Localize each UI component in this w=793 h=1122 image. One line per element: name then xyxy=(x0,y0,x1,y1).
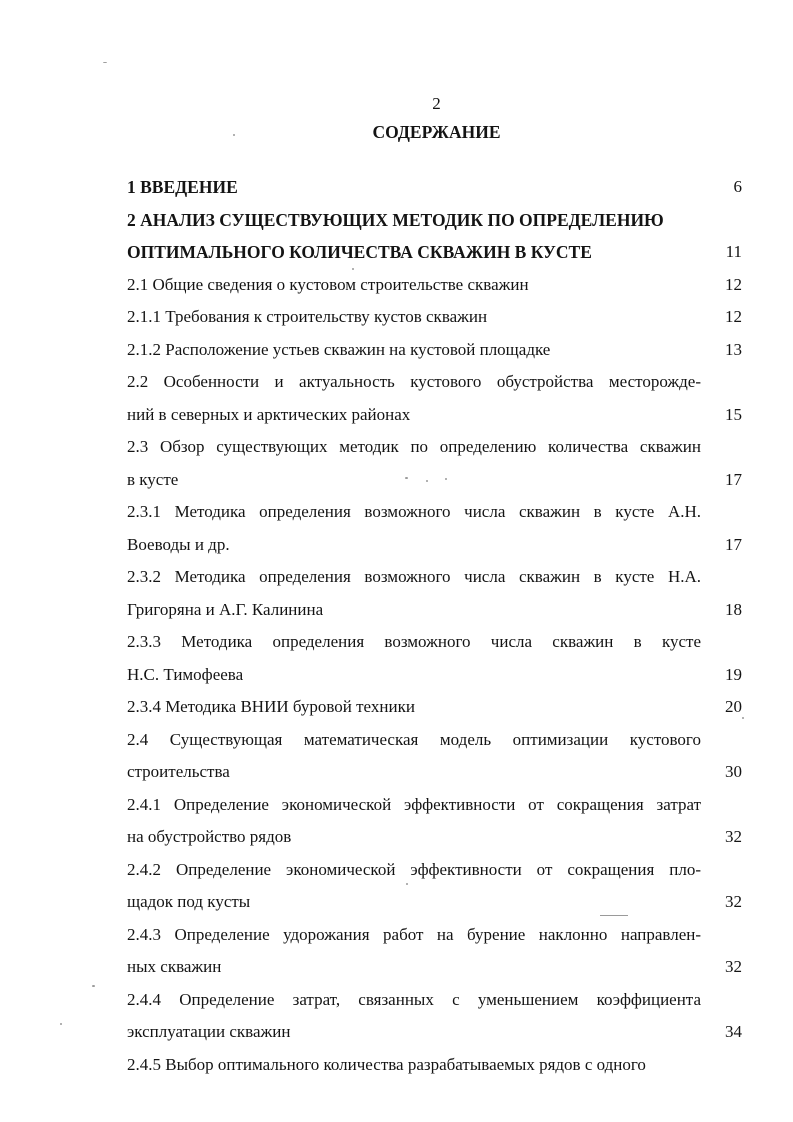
toc-entry-text xyxy=(127,561,701,626)
toc-entry-page: 17 xyxy=(725,469,742,489)
toc-entry-page: 19 xyxy=(725,664,742,684)
toc-entry-page: 18 xyxy=(725,599,742,619)
scan-speck xyxy=(233,134,235,136)
toc-entry xyxy=(127,334,742,367)
scan-speck xyxy=(352,268,354,270)
toc-entry-page: 11 xyxy=(725,242,742,261)
toc-entry-line: Григоряна и А.Г. Калинина xyxy=(127,599,324,619)
toc-entry-text xyxy=(127,984,701,1049)
toc-entry-page: 32 xyxy=(725,892,742,911)
toc-entry-line: 2.4.4 Определение затрат, связанных с уменьшением коэффициента xyxy=(127,989,701,1009)
scan-speck xyxy=(405,477,408,479)
toc-entry-text xyxy=(127,789,701,854)
toc-entry-line: 2.2 Особенности и актуальность кустового обустройства месторожде- xyxy=(127,372,701,391)
toc-entry xyxy=(127,301,742,334)
toc-entry xyxy=(127,366,742,431)
toc-entry-text xyxy=(127,366,701,431)
toc-entry-page xyxy=(702,1049,742,1082)
toc-entry xyxy=(127,269,742,302)
scan-speck xyxy=(742,717,744,719)
toc-entry-text xyxy=(127,171,701,204)
toc-entry-line: 2 АНАЛИЗ СУЩЕСТВУЮЩИХ МЕТОДИК ПО ОПРЕДЕЛЕНИЮ xyxy=(127,209,664,230)
toc-entry xyxy=(127,171,742,204)
toc-entry-line: ных скважин xyxy=(127,957,222,976)
toc-entry-text xyxy=(127,301,701,334)
scan-speck xyxy=(406,883,408,885)
toc-entry xyxy=(127,204,742,269)
toc-entry xyxy=(127,561,742,626)
scan-speck xyxy=(103,62,107,63)
toc-entry-line: 2.4.3 Определение удорожания работ на бурение наклонно направлен- xyxy=(127,924,701,944)
toc-entry xyxy=(127,626,742,691)
toc-entry-line: 1 ВВЕДЕНИЕ xyxy=(127,177,238,197)
toc-entry-line: эксплуатации скважин xyxy=(127,1022,291,1041)
toc-entry-line: 2.3.2 Методика определения возможного числа скважин в кусте Н.А. xyxy=(127,567,701,586)
scan-speck xyxy=(445,478,447,480)
toc-entry-page: 20 xyxy=(725,697,742,716)
toc-entry-line: в кусте xyxy=(127,469,179,489)
toc-entry-line: ОПТИМАЛЬНОГО КОЛИЧЕСТВА СКВАЖИН В КУСТЕ xyxy=(127,242,592,262)
scan-speck xyxy=(426,480,428,482)
page-number: 2 xyxy=(432,94,441,113)
toc-entry-line: на обустройство рядов xyxy=(127,827,292,846)
toc-entry-line: 2.3 Обзор существующих методик по определению количества скважин xyxy=(127,437,701,456)
toc-entry xyxy=(127,854,742,919)
toc-entry-line: 2.1.1 Требования к строительству кустов скважин xyxy=(127,307,488,326)
toc-entry-line: 2.3.4 Методика ВНИИ буровой техники xyxy=(127,697,415,716)
toc-entry-text xyxy=(127,269,701,302)
toc-entry xyxy=(127,1049,742,1082)
toc-entry-text xyxy=(127,919,701,984)
toc-entry-text xyxy=(127,724,701,789)
toc-entry-page: 13 xyxy=(725,339,742,359)
table-of-contents xyxy=(127,171,742,1081)
toc-entry-line: ний в северных и арктических районах xyxy=(127,404,411,424)
toc-entry-line: 2.1.2 Расположение устьев скважин на кустовой площадке xyxy=(127,339,551,359)
toc-entry-line: 2.3.1 Методика определения возможного числа скважин в кусте А.Н. xyxy=(127,502,701,521)
toc-entry xyxy=(127,496,742,561)
toc-entry-page: 30 xyxy=(725,762,742,781)
toc-entry-text xyxy=(127,691,701,724)
toc-entry-page: 34 xyxy=(725,1022,742,1041)
toc-entry-line: Н.С. Тимофеева xyxy=(127,664,244,684)
toc-entry-page: 32 xyxy=(725,957,742,976)
toc-entry-text xyxy=(127,334,701,367)
toc-entry-page: 6 xyxy=(733,177,742,196)
toc-entry-line: строительства xyxy=(127,762,230,781)
toc-entry-text xyxy=(127,626,701,691)
toc-entry-line: 2.4.2 Определение экономической эффективности от сокращения пло- xyxy=(127,859,701,879)
toc-entry xyxy=(127,691,742,724)
toc-entry-line: 2.4.1 Определение экономической эффективности от сокращения затрат xyxy=(127,794,701,814)
toc-entry-line: щадок под кусты xyxy=(127,892,251,911)
toc-entry-line: Воеводы и др. xyxy=(127,534,230,554)
toc-entry-text xyxy=(127,204,701,269)
toc-entry xyxy=(127,919,742,984)
toc-entry-text xyxy=(127,854,701,919)
scan-speck xyxy=(60,1023,62,1025)
toc-entry xyxy=(127,724,742,789)
toc-entry-page: 17 xyxy=(725,534,742,554)
toc-entry-text xyxy=(127,431,701,496)
toc-entry-line: 2.4 Существующая математическая модель оптимизации кустового xyxy=(127,729,701,749)
toc-entry-page: 12 xyxy=(725,307,742,326)
toc-entry-line: 2.1 Общие сведения о кустовом строительстве скважин xyxy=(127,274,529,294)
toc-entry-line: 2.3.3 Методика определения возможного числа скважин в кусте xyxy=(127,632,701,651)
scan-speck xyxy=(92,985,95,987)
page-title: СОДЕРЖАНИЕ xyxy=(372,122,501,142)
toc-entry xyxy=(127,431,742,496)
toc-entry-page: 12 xyxy=(725,274,742,294)
scan-speck xyxy=(600,915,628,916)
toc-entry-text xyxy=(127,496,701,561)
toc-entry-text xyxy=(127,1049,701,1082)
toc-entry-page: 32 xyxy=(725,827,742,846)
toc-entry-line: 2.4.5 Выбор оптимального количества разрабатываемых рядов с одного xyxy=(127,1054,646,1074)
toc-entry-page: 15 xyxy=(725,404,742,424)
toc-entry xyxy=(127,984,742,1049)
toc-entry xyxy=(127,789,742,854)
